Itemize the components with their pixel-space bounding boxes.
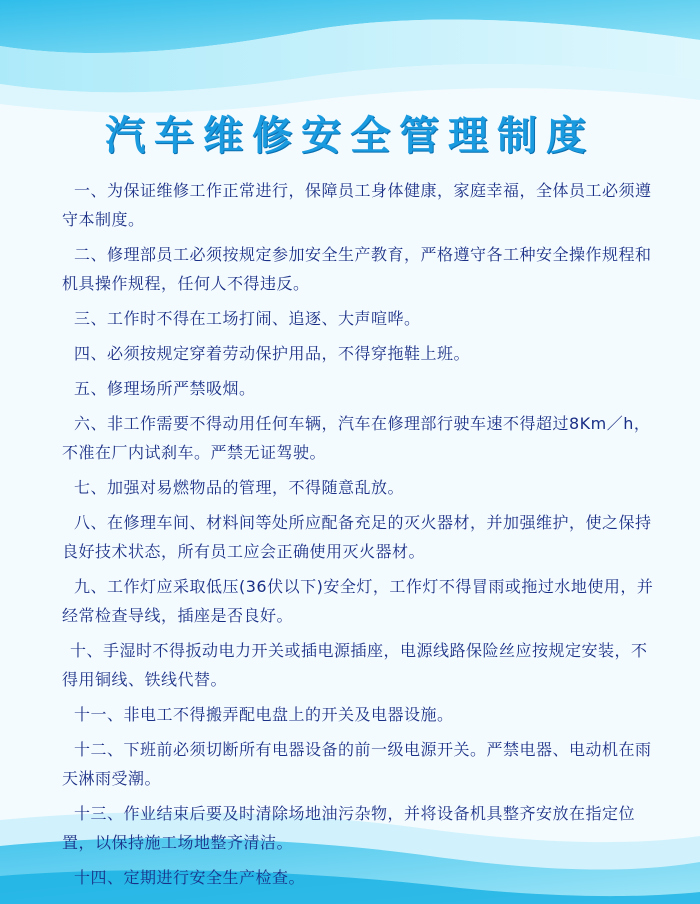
rule-item-9: 九、工作灯应采取低压(36伏以下)安全灯，工作灯不得冒雨或拖过水地使用，并经常检查导线，插座是否良好。 — [62, 577, 654, 625]
rule-item-8: 八、在修理车间、材料间等处所应配备充足的灭火器材，并加强维护，使之保持良好技术状态，所有员工应会正确使用灭火器材。 — [62, 513, 652, 561]
rule-item-3: 三、工作时不得在工场打闹、追逐、大声喧哗。 — [74, 309, 421, 328]
rule-item-13: 十三、作业结束后要及时清除场地油污杂物，并将设备机具整齐安放在指定位置，以保持施工场地整齐清洁。 — [62, 804, 636, 852]
rule-item-14: 十四、定期进行安全生产检查。 — [74, 868, 306, 887]
rule-item-6: 六、非工作需要不得动用任何车辆，汽车在修理部行驶车速不得超过8Km／h，不准在厂内试刹车。严禁无证驾驶。 — [62, 414, 651, 462]
rule-item-4: 四、必须按规定穿着劳动保护用品，不得穿拖鞋上班。 — [74, 344, 471, 363]
rule-item-2: 二、修理部员工必须按规定参加安全生产教育，严格遵守各工种安全操作规程和机具操作规程，任何人不得违反。 — [62, 245, 652, 293]
rule-item-7: 七、加强对易燃物品的管理，不得随意乱放。 — [74, 478, 405, 497]
rules-list — [62, 176, 654, 898]
page-title: 汽车维修安全管理制度 — [105, 113, 595, 159]
rule-item-11: 十一、非电工不得搬弄配电盘上的开关及电器设施。 — [74, 705, 454, 724]
rule-item-10: 十、手湿时不得扳动电力开关或插电源插座，电源线路保险丝应按规定安装，不得用铜线、铁线代替。 — [62, 641, 648, 689]
rule-item-5: 五、修理场所严禁吸烟。 — [74, 379, 256, 398]
rule-item-12: 十二、下班前必须切断所有电器设备的前一级电源开关。严禁电器、电动机在雨天淋雨受潮。 — [62, 740, 652, 788]
rule-item-1: 一、为保证维修工作正常进行，保障员工身体健康，家庭幸福，全体员工必须遵守本制度。 — [62, 181, 652, 229]
